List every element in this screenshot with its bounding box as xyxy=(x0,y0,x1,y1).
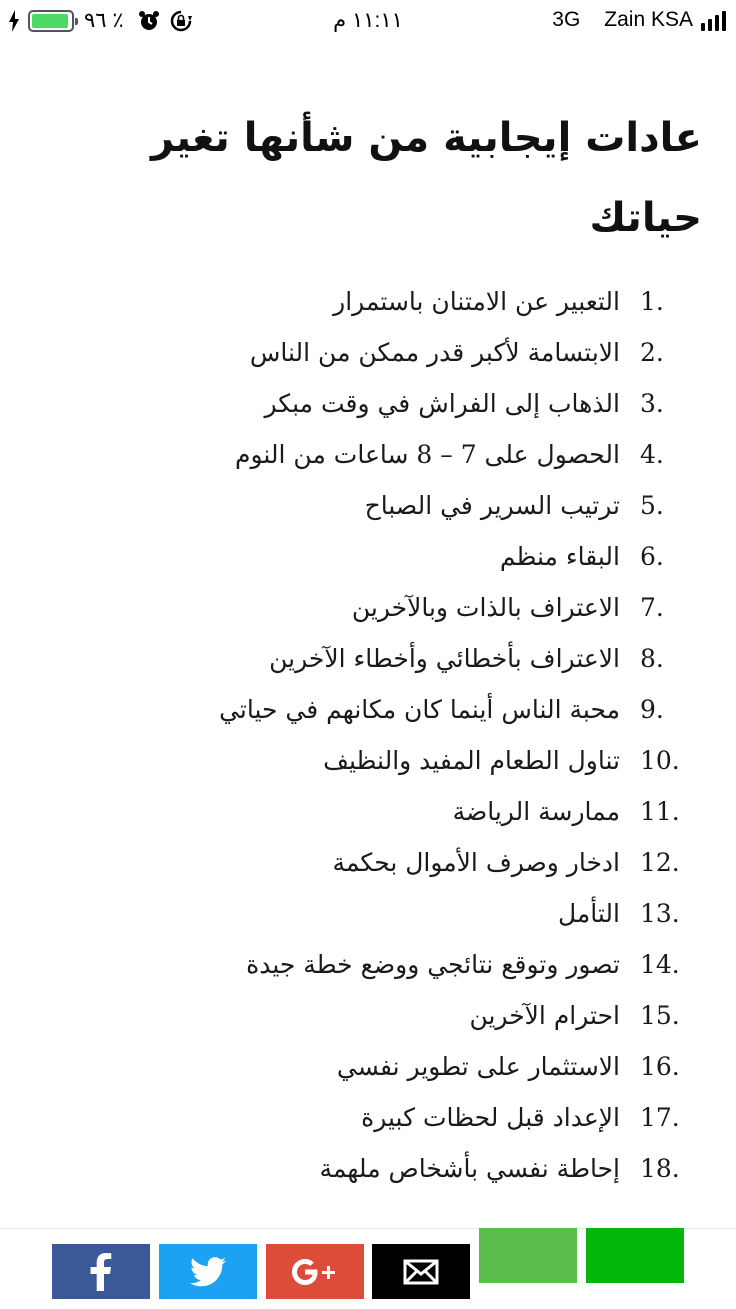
green-share-button-1[interactable] xyxy=(479,1228,577,1283)
list-item-text: الاعتراف بأخطائي وأخطاء الآخرين xyxy=(269,644,620,673)
list-item-text: الابتسامة لأكبر قدر ممكن من الناس xyxy=(249,338,620,367)
list-item-text: تصور وتوقع نتائجي ووضع خطة جيدة xyxy=(246,950,620,979)
list-item-number: 17. xyxy=(640,1103,680,1132)
list-item xyxy=(26,1143,686,1194)
green-share-button-2[interactable] xyxy=(586,1228,684,1283)
list-item-number: 2. xyxy=(640,338,664,367)
list-item-number: 1. xyxy=(640,287,664,316)
facebook-icon xyxy=(89,1253,113,1291)
list-item xyxy=(26,888,686,939)
google-plus-icon xyxy=(290,1257,340,1287)
list-item xyxy=(26,582,686,633)
google-plus-share-button[interactable] xyxy=(266,1244,364,1299)
list-item-number: 12. xyxy=(640,848,680,877)
list-item-number: 11. xyxy=(640,797,680,826)
list-item-text: التأمل xyxy=(557,899,620,928)
list-item-text: ترتيب السرير في الصباح xyxy=(364,491,620,520)
list-item-text: تناول الطعام المفيد والنظيف xyxy=(323,746,620,775)
network-type: 3G xyxy=(552,8,581,31)
list-item xyxy=(26,327,686,378)
list-item-text: احترام الآخرين xyxy=(469,1001,620,1030)
battery-percentage: ٪ ٩٦ xyxy=(84,9,124,32)
list-item-number: 14. xyxy=(640,950,680,979)
list-item xyxy=(26,633,686,684)
list-item-number: 3. xyxy=(640,389,664,418)
list-item xyxy=(26,429,686,480)
list-item xyxy=(26,837,686,888)
list-item-number: 13. xyxy=(640,899,680,928)
list-item xyxy=(26,735,686,786)
list-item xyxy=(26,939,686,990)
list-item xyxy=(26,1041,686,1092)
list-item-text: البقاء منظم xyxy=(499,542,620,571)
status-time: ١١:١١ م xyxy=(333,9,403,32)
list-item-number: 4. xyxy=(640,440,664,469)
list-item xyxy=(26,480,686,531)
list-item-text: ادخار وصرف الأموال بحكمة xyxy=(332,848,620,877)
list-item-text: الإعداد قبل لحظات كبيرة xyxy=(361,1103,620,1132)
list-item xyxy=(26,786,686,837)
list-item-number: 18. xyxy=(640,1154,680,1183)
list-item-number: 5. xyxy=(640,491,664,520)
list-item-text: الاستثمار على تطوير نفسي xyxy=(336,1052,620,1081)
list-item-number: 10. xyxy=(640,746,680,775)
list-item-number: 8. xyxy=(640,644,664,673)
list-item xyxy=(26,531,686,582)
list-item-text: التعبير عن الامتنان باستمرار xyxy=(333,287,620,316)
list-item-text: الذهاب إلى الفراش في وقت مبكر xyxy=(264,389,620,418)
list-item-number: 15. xyxy=(640,1001,680,1030)
list-item xyxy=(26,1092,686,1143)
status-bar-right xyxy=(552,8,726,32)
status-bar xyxy=(0,0,736,42)
list-item-text: الحصول على 7 – 8 ساعات من النوم xyxy=(234,440,620,469)
twitter-icon xyxy=(190,1257,226,1287)
email-share-button[interactable] xyxy=(372,1244,470,1299)
twitter-share-button[interactable] xyxy=(159,1244,257,1299)
list-item xyxy=(26,378,686,429)
list-item xyxy=(26,276,686,327)
list-item-text: محبة الناس أينما كان مكانهم في حياتي xyxy=(219,695,620,724)
list-item xyxy=(26,684,686,735)
habit-list xyxy=(26,276,686,1194)
list-item-text: ممارسة الرياضة xyxy=(452,797,620,826)
list-item xyxy=(26,990,686,1041)
signal-bars-icon xyxy=(701,9,726,31)
mail-icon xyxy=(403,1259,439,1285)
article-title: عادات إيجابية من شأنها تغير حياتك xyxy=(150,115,702,241)
carrier-name: Zain KSA xyxy=(604,8,693,31)
list-item-number: 6. xyxy=(640,542,664,571)
list-item-number: 16. xyxy=(640,1052,680,1081)
list-item-number: 9. xyxy=(640,695,664,724)
list-item-text: الاعتراف بالذات وبالآخرين xyxy=(351,593,620,622)
list-item-number: 7. xyxy=(640,593,664,622)
facebook-share-button[interactable] xyxy=(52,1244,150,1299)
list-item-text: إحاطة نفسي بأشخاص ملهمة xyxy=(319,1154,620,1183)
